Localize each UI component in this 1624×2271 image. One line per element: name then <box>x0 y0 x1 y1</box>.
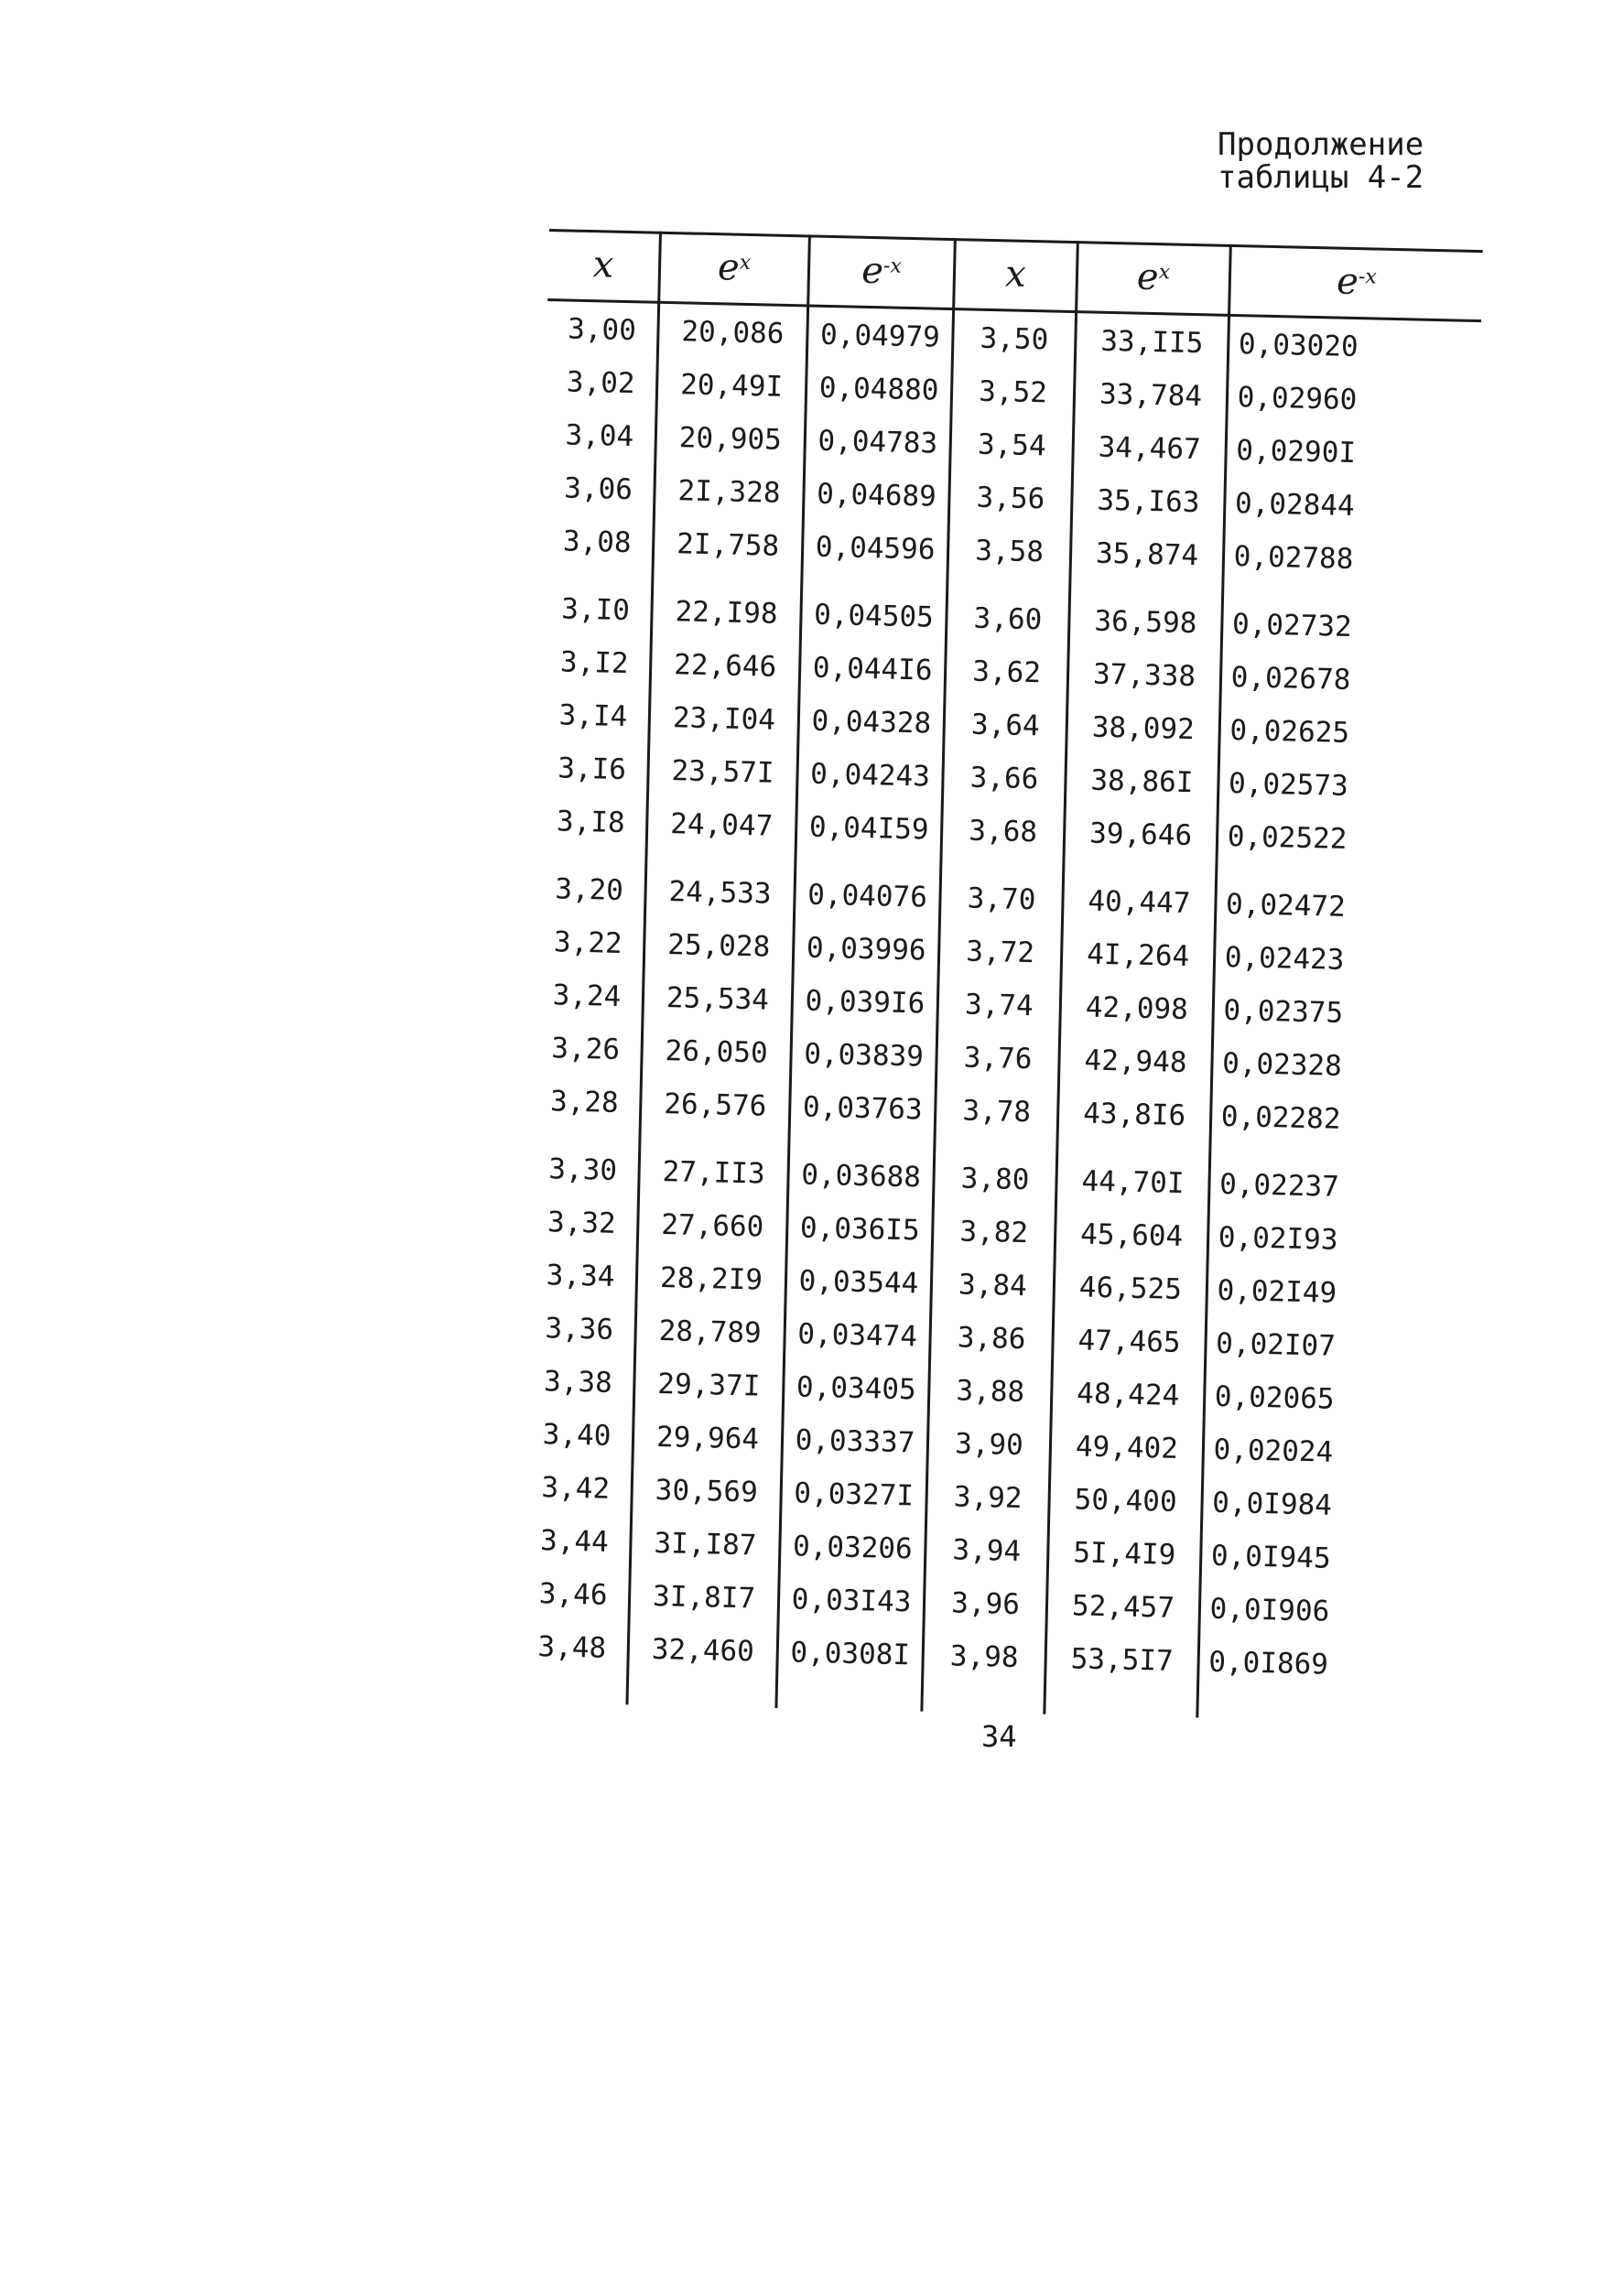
table-cell: 0,02328 <box>1221 1046 1343 1083</box>
table-cell: 0,02732 <box>1231 608 1353 643</box>
table-cell: 3,84 <box>958 1268 1028 1303</box>
table-cell: 3,02 <box>566 365 635 401</box>
table-cell: 20,905 <box>678 421 783 457</box>
table-cell: 53,5I7 <box>1070 1642 1175 1678</box>
table-cell: 0,02282 <box>1220 1099 1341 1136</box>
table-cell: 3,66 <box>969 761 1039 796</box>
caption-line-1: Продолжение <box>1218 126 1424 163</box>
table-cell: 0,0I869 <box>1207 1645 1329 1682</box>
table-cell: 26,576 <box>663 1087 767 1123</box>
table-cell: 3,76 <box>963 1041 1033 1076</box>
table-cell: 30,569 <box>655 1473 759 1509</box>
table-cell: 0,04243 <box>809 757 931 794</box>
table-cell: 0,03544 <box>798 1264 919 1301</box>
table-cell: 42,098 <box>1085 990 1189 1027</box>
row-group <box>655 305 807 574</box>
table-cell: 3,90 <box>954 1427 1024 1463</box>
table-cell: 0,02960 <box>1237 381 1358 417</box>
table-cell: 0,02237 <box>1218 1167 1340 1204</box>
table-cell: 33,784 <box>1099 377 1203 414</box>
table-cell: 0,03I43 <box>791 1583 912 1619</box>
table-cell: 3,46 <box>538 1577 608 1612</box>
table-cell: 3,72 <box>965 935 1035 970</box>
table-cell: 0,02065 <box>1214 1379 1335 1416</box>
table-cell: 3,98 <box>949 1639 1019 1675</box>
table-cell: 3,94 <box>952 1533 1022 1569</box>
table-cell: 34,467 <box>1098 430 1202 467</box>
table-cell: 0,04596 <box>815 530 936 567</box>
table-cell: 0,04328 <box>811 704 932 741</box>
row-group <box>516 1142 638 1676</box>
column-ex-right <box>1046 314 1228 1703</box>
table-cell: 3,22 <box>553 925 623 961</box>
table-cell: 0,02I93 <box>1218 1220 1338 1257</box>
table-cell: 3,80 <box>960 1162 1030 1197</box>
row-group <box>529 862 645 1130</box>
table-cell: 3,38 <box>543 1365 613 1400</box>
table-cell: 0,03337 <box>795 1423 915 1460</box>
row-group <box>924 1152 1056 1685</box>
table-cell: 47,465 <box>1077 1324 1181 1359</box>
row-group <box>1066 594 1222 863</box>
table-cell: 26,050 <box>665 1034 769 1070</box>
table-cell: 28,2I9 <box>659 1261 763 1297</box>
table-cell: 3I,8I7 <box>652 1579 756 1616</box>
table-cell: 3,I6 <box>557 752 627 787</box>
table-cell: 3,30 <box>547 1152 618 1187</box>
table-cell: 3,92 <box>953 1480 1023 1516</box>
table-cell: 0,02375 <box>1223 993 1344 1030</box>
table-cell: 3,86 <box>957 1321 1026 1357</box>
table-cell: 0,04783 <box>817 424 938 460</box>
table-cell: 52,457 <box>1071 1589 1175 1625</box>
exponent-table <box>515 229 1482 1724</box>
row-group <box>542 302 658 570</box>
table-cell: 0,04505 <box>813 598 935 634</box>
table-cell: 0,0I945 <box>1210 1539 1331 1575</box>
table-cell: 3I,I87 <box>654 1526 757 1563</box>
table-cell: 43,8I6 <box>1082 1097 1186 1133</box>
header-ex-right: e $^x$ <box>1136 255 1171 299</box>
table-cell: 3,62 <box>971 654 1042 690</box>
table-cell: 0,039I6 <box>805 984 926 1021</box>
table-cell: 3,54 <box>977 427 1046 463</box>
table-cell: 0,03996 <box>806 931 926 968</box>
table-cell: 3,42 <box>541 1471 611 1506</box>
table-cell: 3,26 <box>550 1032 621 1066</box>
table-cell: 23,57I <box>671 754 774 790</box>
row-group <box>1224 318 1368 586</box>
table-cell: 3,78 <box>962 1094 1032 1130</box>
table-cell: 0,0308I <box>790 1636 911 1672</box>
row-group <box>1071 314 1228 583</box>
table-cell: 0,03688 <box>800 1158 922 1195</box>
table-cell: 3,08 <box>562 524 632 560</box>
row-group <box>536 582 652 850</box>
table-cell: 44,70I <box>1081 1164 1185 1200</box>
table-cell: 3,58 <box>974 534 1045 569</box>
table-cell: 0,036I5 <box>799 1211 921 1248</box>
table-cell: 28,789 <box>658 1314 763 1350</box>
table-cell: 3,32 <box>547 1206 617 1240</box>
row-group <box>804 308 953 576</box>
table-cell: 3,56 <box>976 481 1045 516</box>
header-emx-right: e $^{-x}$ <box>1336 260 1378 304</box>
table-cell: 0,03405 <box>796 1370 917 1407</box>
table-cell: 3,52 <box>978 374 1048 410</box>
table-cell: 22,646 <box>673 648 777 684</box>
table-cell: 20,086 <box>681 315 785 351</box>
table-cell: 3,40 <box>542 1418 612 1453</box>
table-cell: 0,0290I <box>1235 434 1357 470</box>
table-cell: 3,70 <box>967 881 1036 917</box>
header-x-left: x <box>592 243 614 287</box>
table-cell: 29,964 <box>655 1421 760 1456</box>
row-group <box>648 585 801 854</box>
table-cell: 0,02522 <box>1227 819 1348 856</box>
table-cell: 0,02788 <box>1233 540 1354 577</box>
table-cell: 32,460 <box>651 1632 755 1669</box>
table-cell: 3,68 <box>968 814 1038 849</box>
table-cell: 0,02423 <box>1224 940 1345 977</box>
table-cell: 2I,328 <box>677 474 781 510</box>
table-cell: 3,I8 <box>556 805 626 840</box>
row-group <box>1212 878 1356 1146</box>
table-cell: 24,533 <box>668 875 772 911</box>
header-emx-left: e $^{-x}$ <box>861 249 903 293</box>
table-cell: 25,534 <box>666 981 770 1017</box>
table-cell: 0,02573 <box>1228 766 1349 803</box>
row-group <box>1218 598 1361 866</box>
table-cell: 37,338 <box>1092 657 1196 694</box>
table-cell: 3,88 <box>956 1374 1025 1410</box>
row-group <box>937 871 1063 1140</box>
table-cell: 40,447 <box>1088 884 1191 921</box>
row-group <box>1059 874 1216 1143</box>
table-cell: 0,03474 <box>796 1317 918 1354</box>
row-group <box>791 868 940 1136</box>
header-x-right: x <box>1004 253 1027 296</box>
table-cell: 39,646 <box>1088 816 1193 853</box>
table-cell: 4I,264 <box>1086 937 1190 974</box>
table-cell: 42,948 <box>1084 1044 1187 1080</box>
table-cell: 0,02I07 <box>1215 1326 1337 1363</box>
table-cell: 0,03763 <box>802 1090 924 1127</box>
table-cell: 46,525 <box>1078 1271 1183 1306</box>
table-cell: 3,I0 <box>560 592 631 628</box>
table-cell: 2I,758 <box>676 527 780 563</box>
row-group <box>642 865 795 1134</box>
caption-line-2: таблицы 4-2 <box>1218 159 1424 196</box>
table-cell: 3,44 <box>539 1524 610 1559</box>
table-cell: 3,06 <box>563 471 633 507</box>
table-cell: 38,86I <box>1090 763 1194 800</box>
table-caption <box>1218 128 1424 194</box>
table-cell: 3,96 <box>950 1586 1021 1622</box>
table-cell: 3,48 <box>537 1630 607 1665</box>
table-cell: 0,02024 <box>1213 1433 1334 1469</box>
table-cell: 3,04 <box>565 418 634 454</box>
table-cell: 0,02472 <box>1225 887 1347 924</box>
table-cell: 3,28 <box>549 1085 620 1119</box>
table-cell: 0,0327I <box>793 1476 915 1513</box>
table-cell: 0,04689 <box>816 477 937 514</box>
table-cell: 35,I63 <box>1097 483 1200 520</box>
table-cell: 0,03020 <box>1238 328 1359 364</box>
table-cell: 0,02625 <box>1229 714 1350 750</box>
row-group <box>1046 1154 1208 1689</box>
row-group <box>778 1148 933 1682</box>
table-cell: 3,74 <box>964 988 1034 1023</box>
row-group <box>797 588 947 856</box>
table-cell: 3,24 <box>552 979 622 1013</box>
table-cell: 25,028 <box>666 928 771 964</box>
table-cell: 22,I98 <box>675 595 778 631</box>
table-cell: 0,044I6 <box>812 651 933 687</box>
table-cell: 45,604 <box>1079 1217 1184 1253</box>
table-cell: 3,50 <box>980 321 1049 357</box>
table-cell: 36,598 <box>1094 604 1197 641</box>
table-cell: 0,04I59 <box>808 810 929 847</box>
table-cell: 49,402 <box>1075 1430 1179 1465</box>
table-cell: 20,49I <box>679 368 784 404</box>
table-cell: 3,36 <box>545 1312 614 1346</box>
table-cell: 48,424 <box>1076 1377 1180 1412</box>
table-cell: 23,I04 <box>672 701 776 737</box>
table-cell: 5I,4I9 <box>1072 1536 1176 1572</box>
row-group <box>629 1145 787 1679</box>
table-cell: 38,092 <box>1091 710 1196 747</box>
table-cell: 3,82 <box>959 1215 1029 1250</box>
table-cell: 3,34 <box>546 1259 615 1293</box>
table-cell: 0,04076 <box>807 878 928 914</box>
header-ex-left: e $^x$ <box>717 246 752 289</box>
table-cell: 3,I2 <box>559 645 629 681</box>
table-cell: 3,20 <box>554 872 624 908</box>
table-cell: 3,64 <box>970 708 1041 743</box>
table-cell: 3,60 <box>973 601 1043 637</box>
table-cell: 0,04979 <box>819 318 941 354</box>
page-number: 34 <box>981 1719 1017 1754</box>
table-cell: 50,400 <box>1074 1483 1178 1519</box>
table-cell: 27,II3 <box>662 1155 766 1191</box>
table-cell: 0,04880 <box>818 371 939 407</box>
table-cell: 0,0I984 <box>1211 1486 1333 1522</box>
table-cell: 35,874 <box>1095 536 1199 573</box>
row-group <box>943 591 1069 860</box>
table-cell: 3,00 <box>567 312 637 348</box>
table-cell: 0,03839 <box>803 1037 925 1074</box>
table-cell: 0,02I49 <box>1217 1273 1337 1310</box>
row-group <box>948 311 1075 579</box>
row-group <box>1199 1158 1348 1692</box>
table-cell: 0,02844 <box>1234 487 1356 524</box>
table-cell: 29,37I <box>656 1368 761 1403</box>
table-cell: 0,02678 <box>1230 661 1351 697</box>
table-cell: 0,0I906 <box>1209 1592 1330 1628</box>
table-cell: 27,660 <box>660 1208 764 1244</box>
table-cell: 0,03206 <box>792 1530 914 1566</box>
table-cell: 3,I4 <box>558 698 628 734</box>
table-cell: 24,047 <box>669 807 774 843</box>
table-cell: 33,II5 <box>1099 324 1204 361</box>
